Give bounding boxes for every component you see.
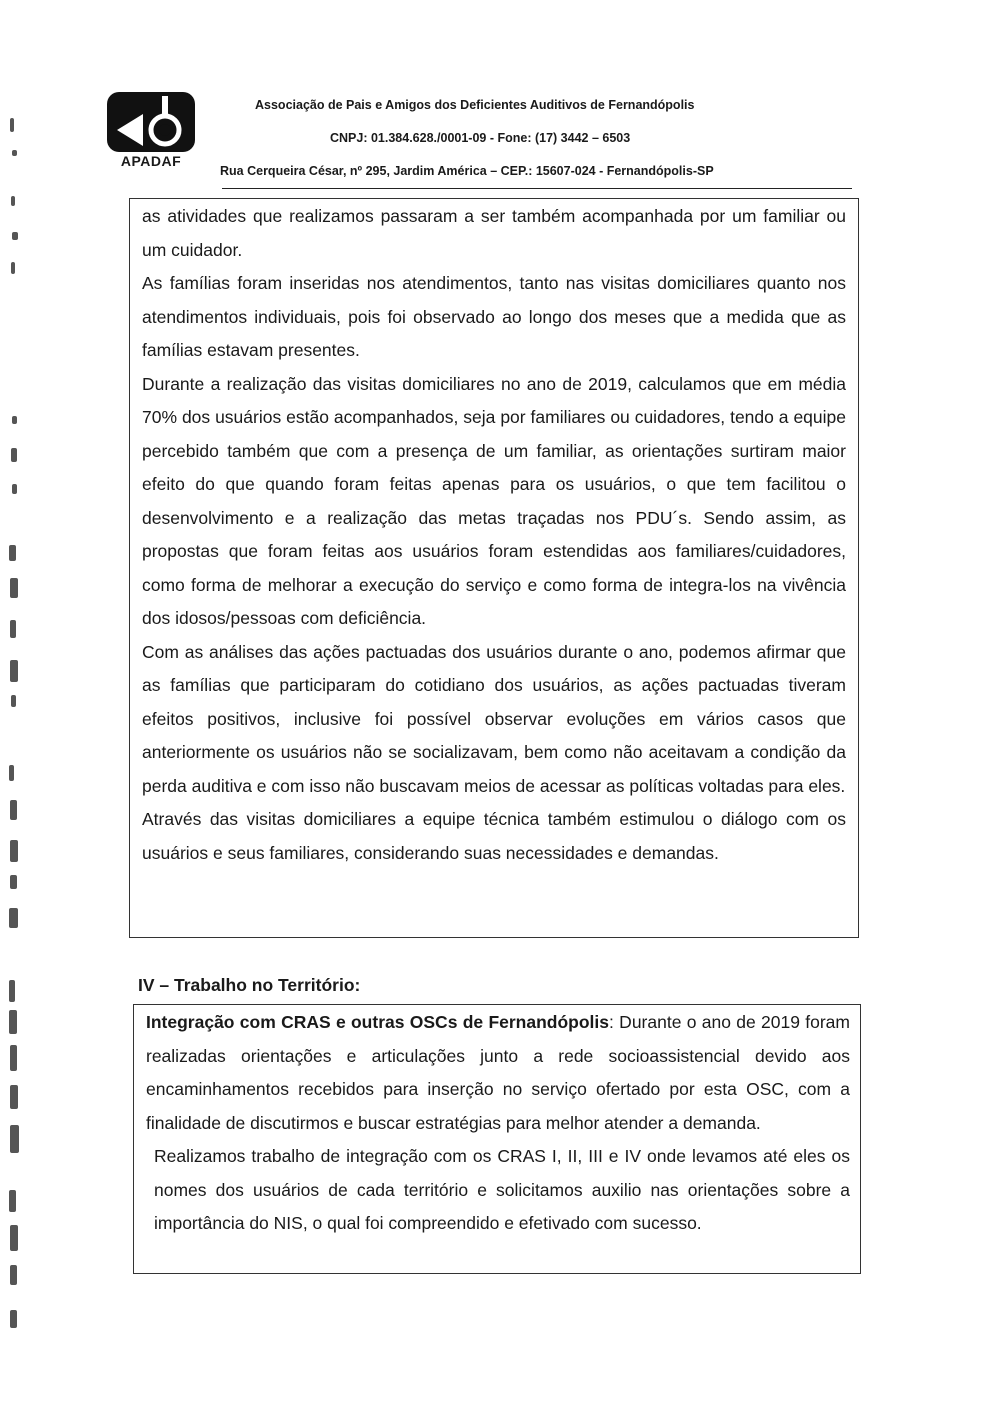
paragraph: Durante a realização das visitas domiciliares no ano de 2019, calculamos que em média 70% dos usuários estão acompanhados, seja por familiares ou cuidadores, tendo a equipe percebido também que com a presença de um familiar, as orientações surtiram maior efeito do que quando foram feitas apenas para os usuários, o que tem facilitou o desenvolvimento e a realização das metas traçadas nos PDU´s. Sendo assim, as propostas que foram feitas aos usuários foram estendidas aos familiares/cuidadores, como forma de melhorar a execução do serviço e como forma de integra-los na vivência dos idosos/pessoas com deficiência. [142,373,846,628]
address-line: Rua Cerqueira César, nº 295, Jardim América – CEP.: 15607-024 - Fernandópolis-SP [220,164,714,178]
paragraph: Através das visitas domiciliares a equipe técnica também estimulou o diálogo com os usuários e seus familiares, considerando suas necessidades e demandas. [142,809,846,863]
binder-edge-marks [0,0,44,1404]
territory-text-box [133,1004,861,1274]
cnpj-phone: CNPJ: 01.384.628./0001-09 - Fone: (17) 3442 – 6503 [330,131,631,145]
families-text-box [129,198,859,938]
section-heading: IV – Trabalho no Território: [138,975,361,995]
paragraph: As famílias foram inseridas nos atendimentos, tanto nas visitas domiciliares quanto nos atendimentos individuais, pois foi observado ao longo dos meses que a medida que as famílias estavam presentes. [142,273,846,360]
organization-name: Associação de Pais e Amigos dos Deficientes Auditivos de Fernandópolis [255,98,695,112]
paragraph [146,1006,850,1140]
paragraph: as atividades que realizamos passaram a ser também acompanhada por um familiar ou um cuidador. [142,206,846,260]
paragraph-text: : Durante o ano de 2019 foram realizadas orientações e articulações junto a rede socioassistencial devido aos encaminhamentos recebidos para inserção no serviço ofertado por esta OSC, com a finalidade de discutirmos e buscar estratégias para melhor atender a demanda. [146,1012,850,1133]
paragraph: Realizamos trabalho de integração com os CRAS I, II, III e IV onde levamos até eles os nomes dos usuários de cada território e solicitamos auxilio nas orientações sobre a importância do NIS, o qual foi compreendido e efetivado com sucesso. [154,1146,850,1233]
paragraph: Com as análises das ações pactuadas dos usuários durante o ano, podemos afirmar que as famílias que participaram do cotidiano dos usuários, as ações pactuadas tiveram efeitos positivos, inclusive foi possível observar evoluções em vários casos que anteriormente os usuários não se socializavam, bem como não aceitavam a condição da perda auditiva e com isso não buscavam meios de acessar as políticas voltadas para eles. [142,641,846,796]
integration-subheading: Integração com CRAS e outras OSCs de Fernandópolis [146,1012,610,1032]
letterhead [0,0,992,200]
logo-caption: APADAF [120,153,182,169]
header-divider [222,188,852,189]
